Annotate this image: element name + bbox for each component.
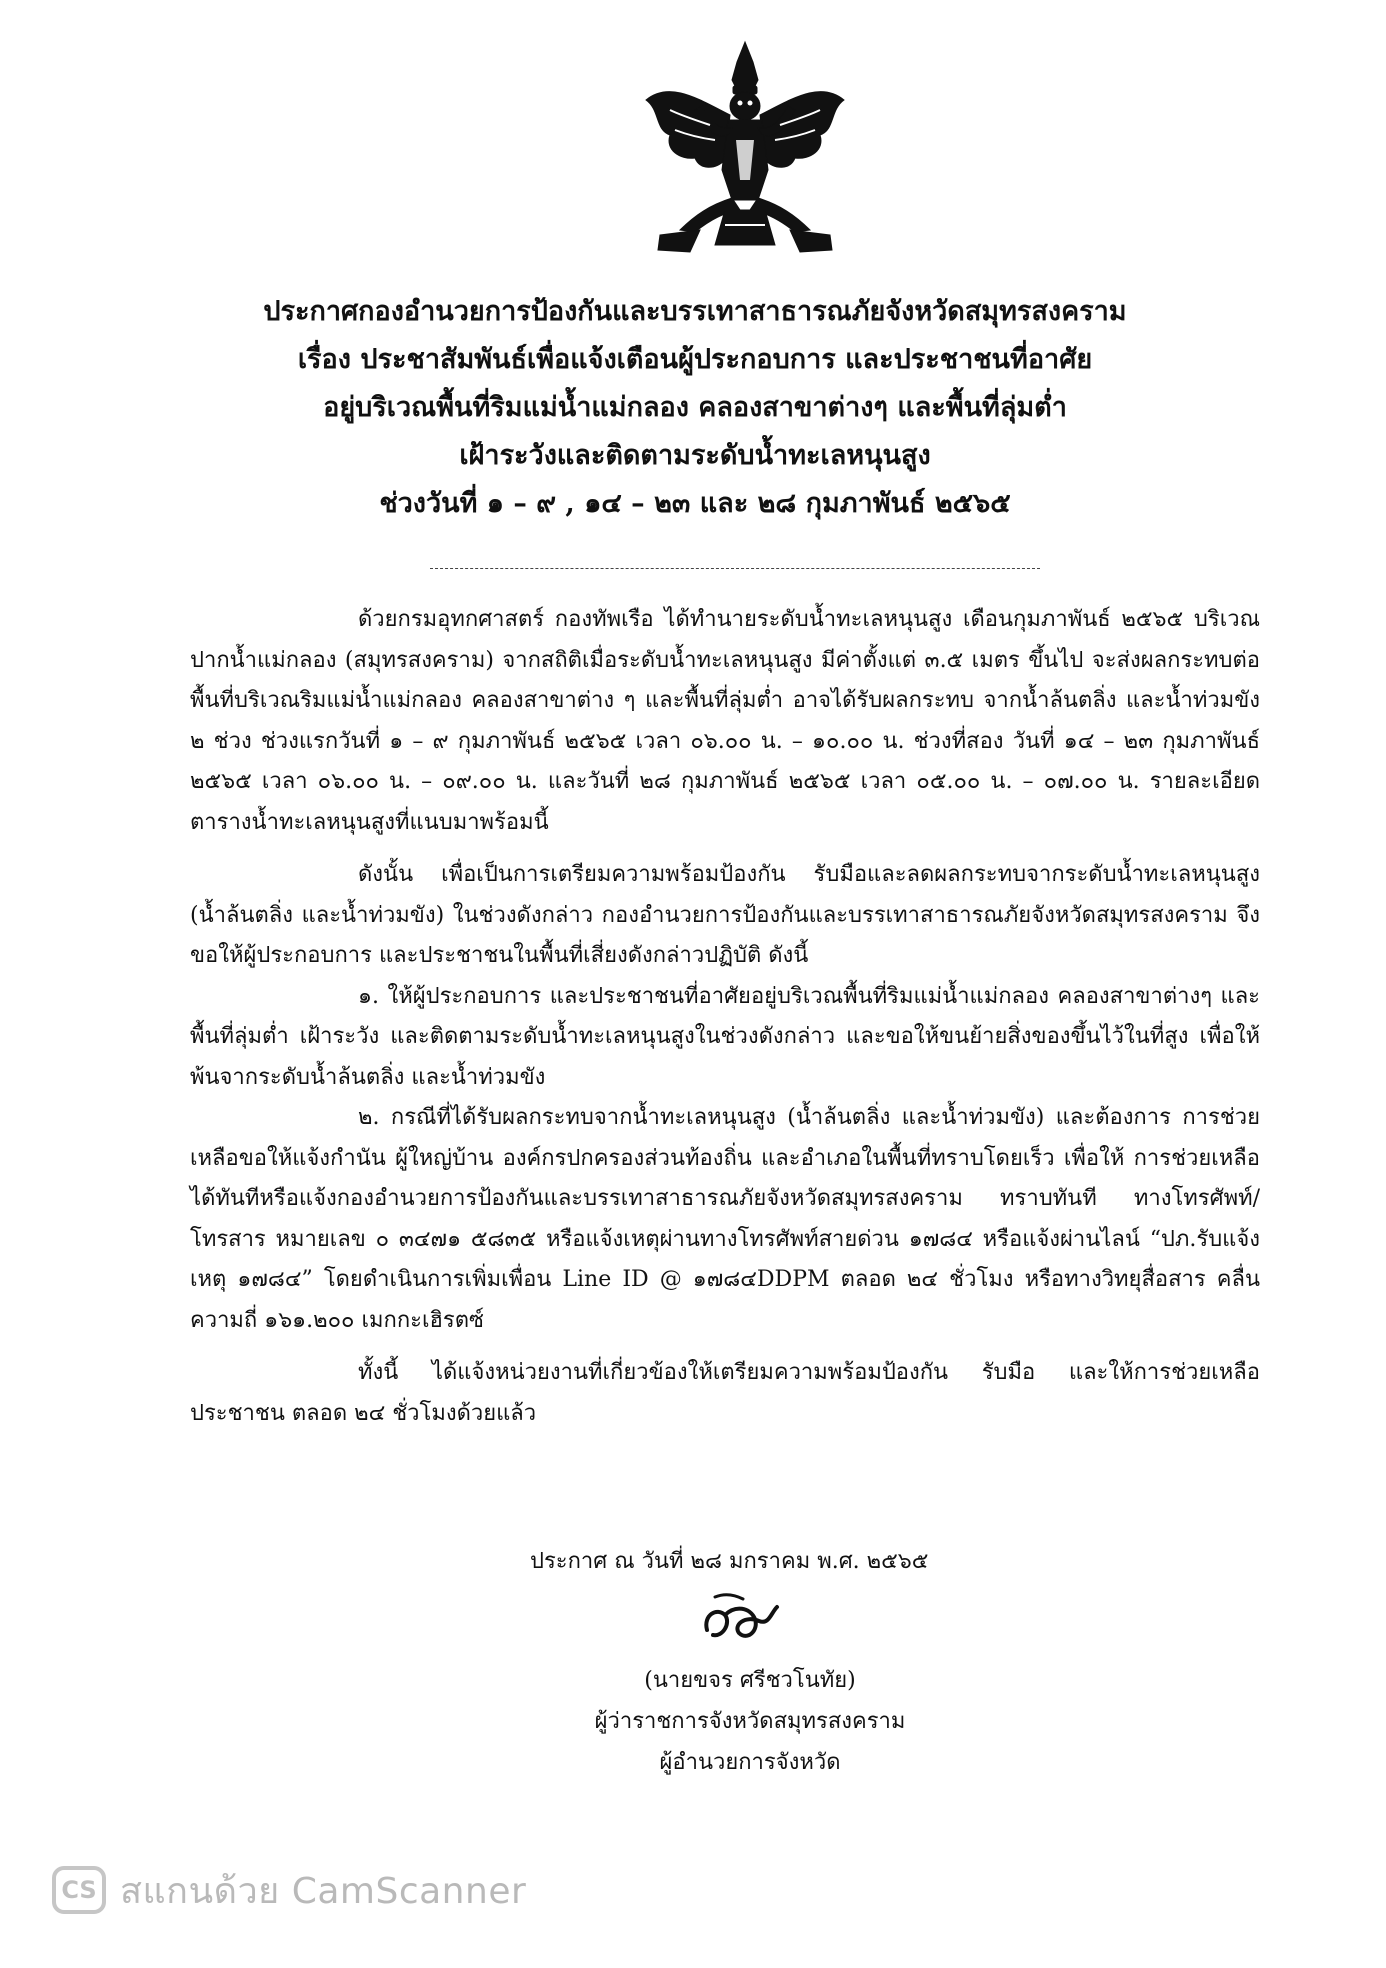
heading-line-1: ประกาศกองอำนวยการป้องกันและบรรเทาสาธารณภัยจังหวัดสมุทรสงคราม xyxy=(263,296,1127,327)
camscanner-text: สแกนด้วย CamScanner xyxy=(120,1870,527,1912)
signature-block xyxy=(560,1660,940,1783)
paragraph-3: ทั้งนี้ ได้แจ้งหน่วยงานที่เกี่ยวข้องให้เตรียมความพร้อมป้องกัน รับมือ และให้การช่วยเหลือ ประชาชน ตลอด ๒๔ ชั่วโมงด้วยแล้ว xyxy=(190,1360,1260,1426)
heading-line-3: อยู่บริเวณพื้นที่ริมแม่น้ำแม่กลอง คลองสาขาต่างๆ และพื้นที่ลุ่มต่ำ xyxy=(323,392,1067,423)
heading-line-4: เฝ้าระวังและติดตามระดับน้ำทะเลหนุนสูง xyxy=(459,440,931,471)
signer-title-2: ผู้อำนวยการจังหวัด xyxy=(659,1750,841,1775)
garuda-emblem-icon xyxy=(640,40,850,255)
announcement-date: ประกาศ ณ วันที่ ๒๘ มกราคม พ.ศ. ๒๕๖๕ xyxy=(530,1549,929,1574)
heading-line-2: เรื่อง ประชาสัมพันธ์เพื่อแจ้งเตือนผู้ประกอบการ และประชาชนที่อาศัย xyxy=(297,344,1093,375)
camscanner-watermark xyxy=(52,1862,526,1918)
list-item-1: ๑. ให้ผู้ประกอบการ และประชาชนที่อาศัยอยู่บริเวณพื้นที่ริมแม่น้ำแม่กลอง คลองสาขาต่างๆ และพื้นที่ลุ่มต่ำ เฝ้าระวัง และติดตามระดับน้ำทะเลหนุนสูงในช่วงดังกล่าว และขอให้ขนย้ายสิ่งของขึ้นไว้ในที่สูง เพื่อให้พ้นจากระดับน้ำล้นตลิ่ง และน้ำท่วมขัง xyxy=(190,983,1260,1090)
heading-divider xyxy=(430,568,1040,569)
list-item-2: ๒. กรณีที่ได้รับผลกระทบจากน้ำทะเลหนุนสูง (น้ำล้นตลิ่ง และน้ำท่วมขัง) และต้องการ การช่วยเหลือขอให้แจ้งกำนัน ผู้ใหญ่บ้าน องค์กรปกครองส่วนท้องถิ่น และอำเภอในพื้นที่ทราบโดยเร็ว เพื่อให้ การช่วยเหลือได้ทันทีหรือแจ้งกองอำนวยการป้องกันและบรรเทาสาธารณภัยจังหวัดสมุทรสงคราม ทราบทันที ทางโทรศัพท์/โทรสาร หมายเลข ๐ ๓๔๗๑ ๕๘๓๕ หรือแจ้งเหตุผ่านทางโทรศัพท์สายด่วน ๑๗๘๔ หรือแจ้งผ่านไลน์ “ปภ.รับแจ้งเหตุ ๑๗๘๔” โดยดำเนินการเพิ่มเพื่อน Line ID @ ๑๗๘๔DDPM ตลอด ๒๔ ชั่วโมง หรือทางวิทยุสื่อสาร คลื่นความถี่ ๑๖๑.๒๐๐ เมกกะเฮิรตซ์ xyxy=(190,1105,1260,1333)
signer-title-1: ผู้ว่าราชการจังหวัดสมุทรสงคราม xyxy=(594,1709,906,1734)
announcement-body xyxy=(190,600,1260,1434)
signer-name: (นายขจร ศรีชวโนทัย) xyxy=(644,1668,856,1693)
heading-line-5: ช่วงวันที่ ๑ – ๙ , ๑๔ – ๒๓ และ ๒๘ กุมภาพันธ์ ๒๕๖๕ xyxy=(379,488,1011,519)
signature-mark xyxy=(695,1585,785,1655)
camscanner-logo-icon: CS xyxy=(52,1866,106,1914)
paragraph-1: ด้วยกรมอุทกศาสตร์ กองทัพเรือ ได้ทำนายระดับน้ำทะเลหนุนสูง เดือนกุมภาพันธ์ ๒๕๖๕ บริเวณปากน้ำแม่กลอง (สมุทรสงคราม) จากสถิติเมื่อระดับน้ำทะเลหนุนสูง มีค่าตั้งแต่ ๓.๕ เมตร ขึ้นไป จะส่งผลกระทบต่อพื้นที่บริเวณริมแม่น้ำแม่กลอง คลองสาขาต่าง ๆ และพื้นที่ลุ่มต่ำ อาจได้รับผลกระทบ จากน้ำล้นตลิ่ง และน้ำท่วมขัง ๒ ช่วง ช่วงแรกวันที่ ๑ – ๙ กุมภาพันธ์ ๒๕๖๕ เวลา ๐๖.๐๐ น. – ๑๐.๐๐ น. ช่วงที่สอง วันที่ ๑๔ – ๒๓ กุมภาพันธ์ ๒๕๖๕ เวลา ๐๖.๐๐ น. – ๐๙.๐๐ น. และวันที่ ๒๘ กุมภาพันธ์ ๒๕๖๕ เวลา ๐๕.๐๐ น. – ๐๗.๐๐ น. รายละเอียดตารางน้ำทะเลหนุนสูงที่แนบมาพร้อมนี้ xyxy=(190,607,1260,835)
paragraph-2: ดังนั้น เพื่อเป็นการเตรียมความพร้อมป้องกัน รับมือและลดผลกระทบจากระดับน้ำทะเลหนุนสูง (น้ำล้นตลิ่ง และน้ำท่วมขัง) ในช่วงดังกล่าว กองอำนวยการป้องกันและบรรเทาสาธารณภัยจังหวัดสมุทรสงคราม จึงขอให้ผู้ประกอบการ และประชาชนในพื้นที่เสี่ยงดังกล่าวปฏิบัติ ดังนี้ xyxy=(190,862,1260,968)
announcement-heading xyxy=(150,288,1240,528)
